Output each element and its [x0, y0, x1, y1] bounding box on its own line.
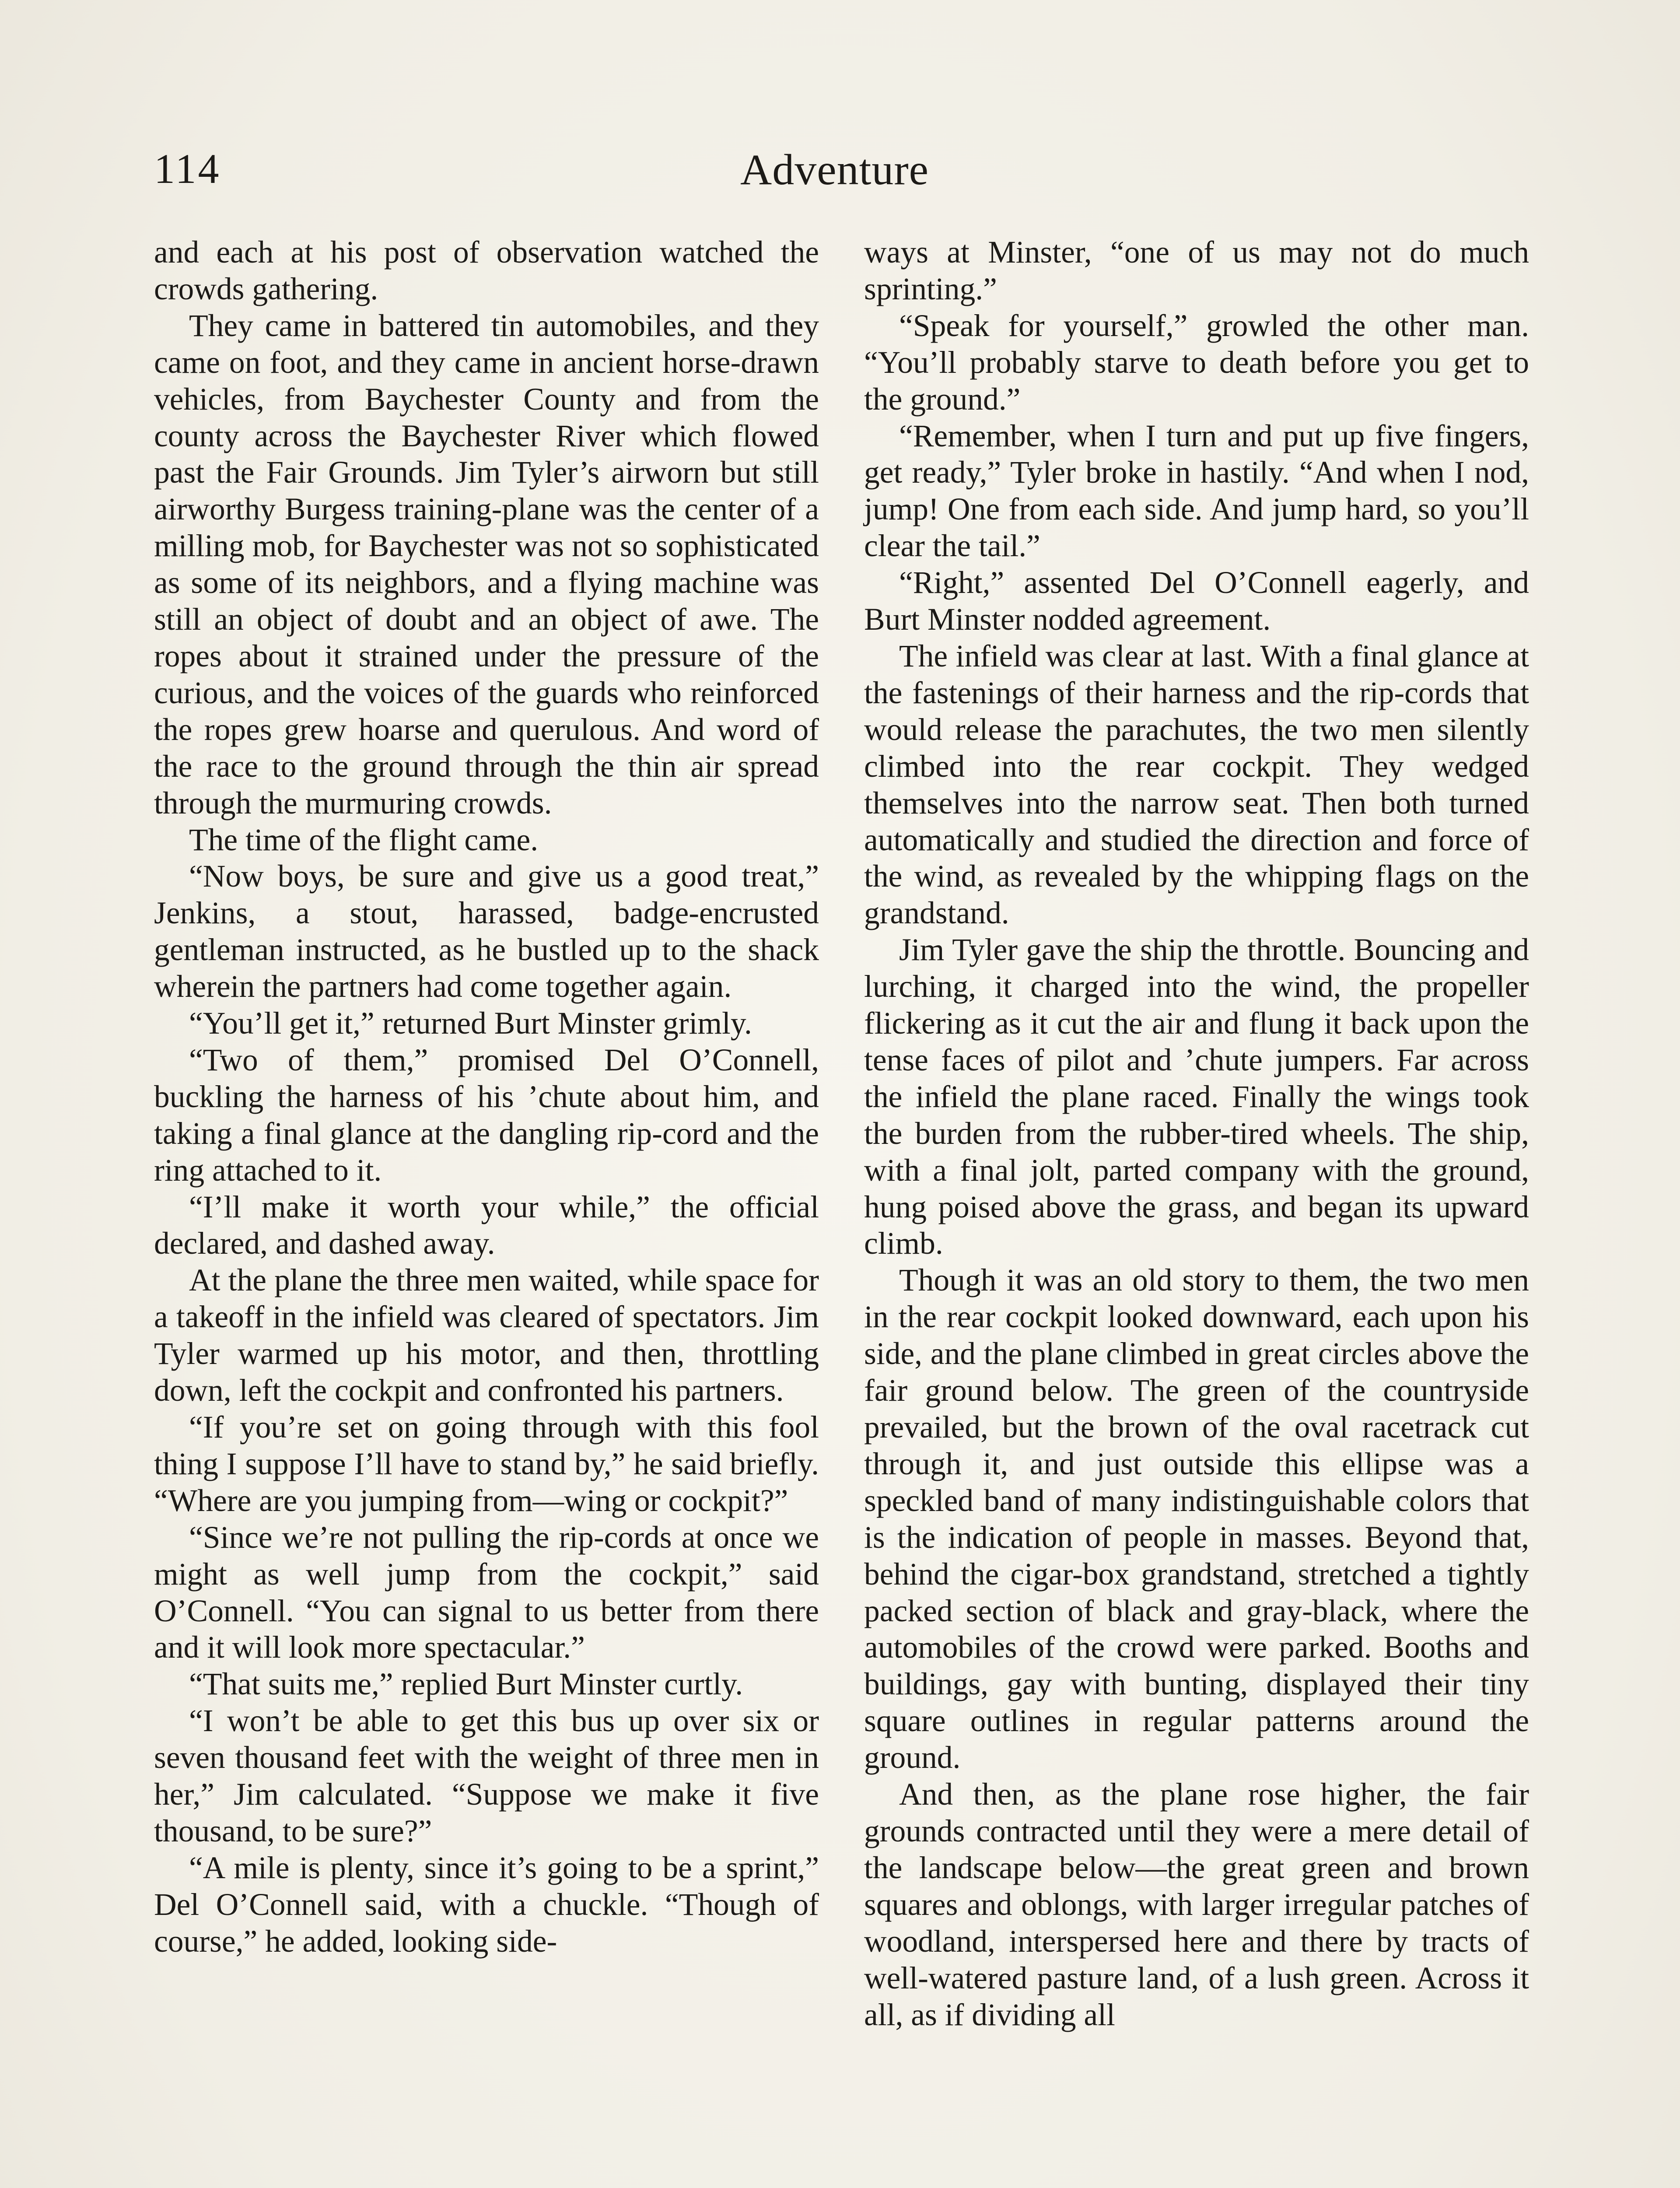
paragraph: The infield was clear at last. With a final glance at the fastenings of their harness and the rip-cords that would release the parachutes, the two men silently climbed into the rear cockpit. They wedged themselves into the narrow seat. Then both turned automatically and studied the direction and force of the wind, as revealed by the whipping flags on the grandstand.	[864, 638, 1529, 931]
paragraph: “That suits me,” replied Burt Minster curtly.	[189, 1667, 743, 1702]
paragraph: “Two of them,” promised Del O’Connell, buckling the harness of his ’chute about him, and taking a final glance at the dangling rip-cord and the ring attached to it.	[154, 1042, 819, 1188]
paragraph: “Right,” assented Del O’Connell eagerly, and Burt Minster nodded agreement.	[864, 565, 1529, 637]
paragraph: “Now boys, be sure and give us a good treat,” Jenkins, a stout, harassed, badge-encrusted gentleman instructed, as he bustled up to the shack wherein the partners had come together again.	[154, 859, 819, 1004]
paragraph: “Remember, when I turn and put up five fingers, get ready,” Tyler broke in hastily. “And when I nod, jump! One from each side. And jump hard, so you’ll clear the tail.”	[864, 418, 1529, 564]
page-header	[154, 144, 1532, 206]
paragraph: and each at his post of observation watched the crowds gathering.	[154, 235, 819, 306]
paragraph: They came in battered tin automobiles, and they came on foot, and they came in ancient horse-drawn vehicles, from Baychester County and from the county across the Baychester River which flowed past the Fair Grounds. Jim Tyler’s airworn but still airworthy Burgess training-plane was the center of a milling mob, for Baychester was not so sophisticated as some of its neighbors, and a flying machine was still an object of doubt and an object of awe. The ropes about it strained under the pressure of the curious, and the voices of the guards who reinforced the ropes grew hoarse and querulous. And word of the race to the ground through the thin air spread through the murmuring crowds.	[154, 308, 819, 820]
page-number: 114	[154, 145, 221, 192]
left-text-column	[154, 234, 819, 1960]
running-title: Adventure	[740, 145, 929, 194]
paragraph: The time of the flight came.	[189, 822, 539, 857]
paragraph: And then, as the plane rose higher, the fair grounds contracted until they were a mere detail of the landscape below—the great green and brown squares and oblongs, with larger irregular patches of woodland, interspersed here and there by tracts of well-watered pasture land, of a lush green. Across it all, as if dividing all	[864, 1777, 1529, 2032]
paragraph: “I’ll make it worth your while,” the official declared, and dashed away.	[154, 1189, 819, 1261]
right-text-column	[864, 234, 1529, 2033]
paragraph: Though it was an old story to them, the two men in the rear cockpit looked downward, each upon his side, and the plane climbed in great circles above the fair ground below. The green of the countryside prevailed, but the brown of the oval racetrack cut through it, and just outside this ellipse was a speckled band of many indistinguishable colors that is the indication of people in masses. Beyond that, behind the cigar-box grandstand, stretched a tightly packed section of black and gray-black, where the automobiles of the crowd were parked. Booths and buildings, gay with bunting, displayed their tiny square outlines in regular patterns around the ground.	[864, 1263, 1529, 1775]
paragraph: “A mile is plenty, since it’s going to be a sprint,” Del O’Connell said, with a chuckle. “Though of course,” he added, looking side-	[154, 1850, 819, 1959]
paragraph: Jim Tyler gave the ship the throttle. Bouncing and lurching, it charged into the wind, the propeller flickering as it cut the air and flung it back upon the tense faces of pilot and ’chute jumpers. Far across the infield the plane raced. Finally the wings took the burden from the rubber-tired wheels. The ship, with a final jolt, parted company with the ground, hung poised above the grass, and began its upward climb.	[864, 933, 1529, 1261]
paragraph: “I won’t be able to get this bus up over six or seven thousand feet with the weight of three men in her,” Jim calculated. “Suppose we make it five thousand, to be sure?”	[154, 1704, 819, 1848]
paragraph: “Speak for yourself,” growled the other man. “You’ll probably starve to death before you get to the ground.”	[864, 308, 1529, 417]
paragraph: At the plane the three men waited, while space for a takeoff in the infield was cleared of spectators. Jim Tyler warmed up his motor, and then, throttling down, left the cockpit and confronted his partners.	[154, 1263, 819, 1408]
paragraph: “Since we’re not pulling the rip-cords at once we might as well jump from the cockpit,” said O’Connell. “You can signal to us better from there and it will look more spectacular.”	[154, 1520, 819, 1665]
paragraph: ways at Minster, “one of us may not do much sprinting.”	[864, 235, 1529, 306]
paragraph: “If you’re set on going through with this fool thing I suppose I’ll have to stand by,” he said briefly. “Where are you jumping from—wing or cockpit?”	[154, 1410, 819, 1518]
paragraph: “You’ll get it,” returned Burt Minster grimly.	[189, 1006, 752, 1041]
